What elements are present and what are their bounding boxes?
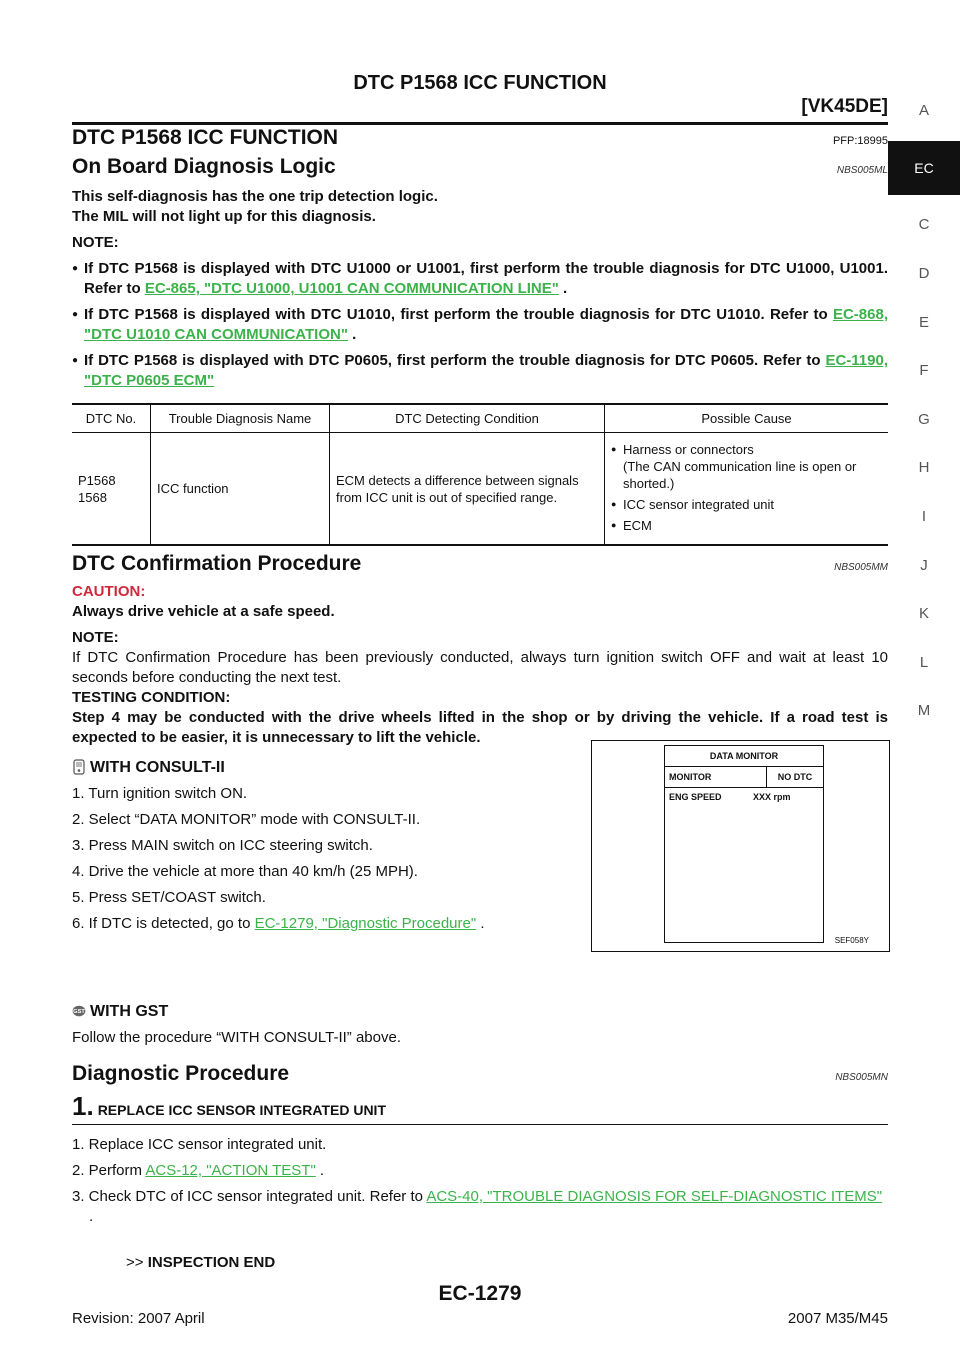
- obd-bullet: ● If DTC P1568 is displayed with DTC U1010, first perform the trouble diagnosis for DTC U1010. Refer to EC-868, "DTC U1010 CAN COMMUNICATION" .: [72, 306, 888, 343]
- obd-line-2: The MIL will not light up for this diagnosis.: [72, 208, 376, 225]
- obd-heading: On Board Diagnosis Logic: [72, 155, 336, 178]
- list-item: 5. Press SET/COAST switch.: [72, 889, 266, 906]
- caution-text: Always drive vehicle at a safe speed.: [72, 603, 335, 620]
- footer-model: 2007 M35/M45: [787, 1310, 888, 1327]
- list-item: 3. Check DTC of ICC sensor integrated unit. Refer to ACS-40, "TROUBLE DIAGNOSIS FOR SELF-DIAGNOSTIC ITEMS" .: [72, 1188, 883, 1225]
- bullet-icon: ●: [611, 444, 617, 454]
- section-tab-d[interactable]: D: [918, 264, 930, 282]
- diag-steps: [72, 1135, 888, 1227]
- bullet-icon: ●: [611, 520, 617, 530]
- link-ec-865[interactable]: EC-865, "DTC U1000, U1001 CAN COMMUNICATION LINE": [144, 280, 559, 297]
- obd-bullet: ● If DTC P1568 is displayed with DTC P0605, first perform the trouble diagnosis for DTC P0605. Refer to EC-1190, "DTC P0605 ECM": [72, 352, 888, 389]
- document-body: [72, 126, 888, 1273]
- footer-page-number: EC-1279: [438, 1282, 522, 1305]
- consult-screen: [664, 745, 824, 943]
- screen-value-row: ENG SPEED XXX rpm: [669, 792, 791, 802]
- page-header-title: DTC P1568 ICC FUNCTION: [353, 72, 607, 94]
- section-tab-i[interactable]: I: [921, 507, 927, 525]
- link-acs-12[interactable]: ACS-12, "ACTION TEST": [145, 1162, 316, 1179]
- bullet-icon: ●: [72, 263, 79, 274]
- inspection-end: >> INSPECTION END: [126, 1254, 276, 1271]
- link-acs-40[interactable]: ACS-40, "TROUBLE DIAGNOSIS FOR SELF-DIAGNOSTIC ITEMS": [426, 1188, 883, 1205]
- diag-heading: Diagnostic Procedure: [72, 1062, 290, 1085]
- section-tab-m[interactable]: M: [917, 702, 931, 720]
- list-item: 2. Perform ACS-12, "ACTION TEST" .: [72, 1162, 325, 1179]
- col-possible-cause: Possible Cause: [605, 404, 889, 433]
- header-rule: [72, 122, 888, 125]
- obd-ref-code: NBS005ML: [836, 165, 888, 176]
- confirm-note-text: If DTC Confirmation Procedure has been previously conducted, always turn ignition switch OFF and wait at least 10 seconds before conducting the next test.: [72, 649, 888, 686]
- col-detecting-condition: DTC Detecting Condition: [330, 404, 605, 433]
- cell-diagnosis-name: ICC function: [151, 433, 330, 546]
- section-tab-f[interactable]: F: [919, 362, 929, 380]
- svg-text:GST: GST: [73, 1009, 85, 1016]
- screen-header-row: MONITOR NO DTC: [665, 767, 823, 788]
- confirm-heading: DTC Confirmation Procedure: [72, 552, 362, 575]
- part-code: PFP:18995: [832, 135, 888, 147]
- gst-text: Follow the procedure “WITH CONSULT-II” above.: [72, 1029, 401, 1046]
- caution-label: CAUTION:: [72, 583, 146, 600]
- diag-step-header: [72, 1091, 888, 1125]
- testing-condition-label: TESTING CONDITION:: [72, 689, 231, 706]
- link-ec-1279[interactable]: EC-1279, "Diagnostic Procedure": [254, 915, 477, 932]
- bullet-icon: ●: [72, 355, 79, 366]
- section-tab-l[interactable]: L: [919, 653, 929, 671]
- section-tab-ec[interactable]: EC: [888, 141, 960, 195]
- bullet-icon: ●: [611, 499, 617, 509]
- table-row: [72, 433, 888, 546]
- link-ec-1190[interactable]: EC-1190, "DTC P0605 ECM": [84, 352, 888, 389]
- bullet-icon: ●: [72, 309, 79, 320]
- step-title: REPLACE ICC SENSOR INTEGRATED UNIT: [97, 1102, 386, 1118]
- list-item: 3. Press MAIN switch on ICC steering switch.: [72, 837, 373, 854]
- section-tab-j[interactable]: J: [920, 556, 928, 574]
- section-tab-e[interactable]: E: [918, 313, 929, 331]
- list-item: 2. Select “DATA MONITOR” mode with CONSULT-II.: [72, 811, 421, 828]
- diag-ref-code: NBS005MN: [835, 1072, 888, 1083]
- gst-icon: [72, 1003, 86, 1019]
- data-monitor-figure: [591, 740, 890, 952]
- section-tab-c[interactable]: C: [918, 216, 930, 234]
- link-ec-868[interactable]: EC-868, "DTC U1010 CAN COMMUNICATION": [84, 306, 888, 343]
- obd-bullet: ● If DTC P1568 is displayed with DTC U1000 or U1001, first perform the trouble diagnosis for DTC U1000, U1001. Refer to EC-865, "DTC U1000, U1001 CAN COMMUNICATION LINE" .: [72, 260, 888, 297]
- confirm-ref-code: NBS005MM: [834, 562, 888, 573]
- cell-dtc-no: P1568 1568: [72, 433, 151, 546]
- footer-revision: Revision: 2007 April: [72, 1310, 205, 1327]
- list-item: 4. Drive the vehicle at more than 40 km/h (25 MPH).: [72, 863, 418, 880]
- consult-ii-icon: [72, 759, 86, 775]
- section-tab-g[interactable]: G: [918, 410, 930, 428]
- col-diagnosis-name: Trouble Diagnosis Name: [151, 404, 330, 433]
- page-header-model: [VK45DE]: [801, 96, 888, 117]
- section-index: [888, 86, 960, 735]
- col-dtc-no: DTC No.: [72, 404, 151, 433]
- section-title: DTC P1568 ICC FUNCTION: [72, 126, 339, 149]
- dtc-table: [72, 403, 888, 546]
- consult-heading: WITH CONSULT-II: [72, 758, 888, 778]
- cell-condition: ECM detects a difference between signals from ICC unit is out of specified range.: [330, 433, 605, 546]
- figure-code: SEF058Y: [834, 936, 869, 945]
- screen-title: DATA MONITOR: [665, 746, 823, 767]
- list-item: 1. Turn ignition switch ON.: [72, 785, 248, 802]
- obd-line-1: This self-diagnosis has the one trip detection logic.: [72, 188, 438, 205]
- section-tab-a[interactable]: A: [918, 101, 929, 119]
- section-tab-k[interactable]: K: [918, 605, 929, 623]
- section-tab-h[interactable]: H: [918, 459, 930, 477]
- gst-heading: GST WITH GST: [73, 1003, 169, 1020]
- obd-note-label: NOTE:: [72, 234, 119, 251]
- confirm-note-label: NOTE:: [72, 629, 119, 646]
- step-number: 1.: [72, 1091, 94, 1121]
- cell-possible-causes: ● Harness or connectors (The CAN communication line is open or shorted.) ● ICC sensor integrated unit ● ECM: [605, 433, 889, 546]
- testing-condition-text: Step 4 may be conducted with the drive wheels lifted in the shop or by driving the vehicle. If a road test is expected to be easier, it is unnecessary to lift the vehicle.: [72, 709, 888, 746]
- list-item: 1. Replace ICC sensor integrated unit.: [72, 1136, 327, 1153]
- list-item: 6. If DTC is detected, go to EC-1279, "Diagnostic Procedure" .: [72, 915, 485, 932]
